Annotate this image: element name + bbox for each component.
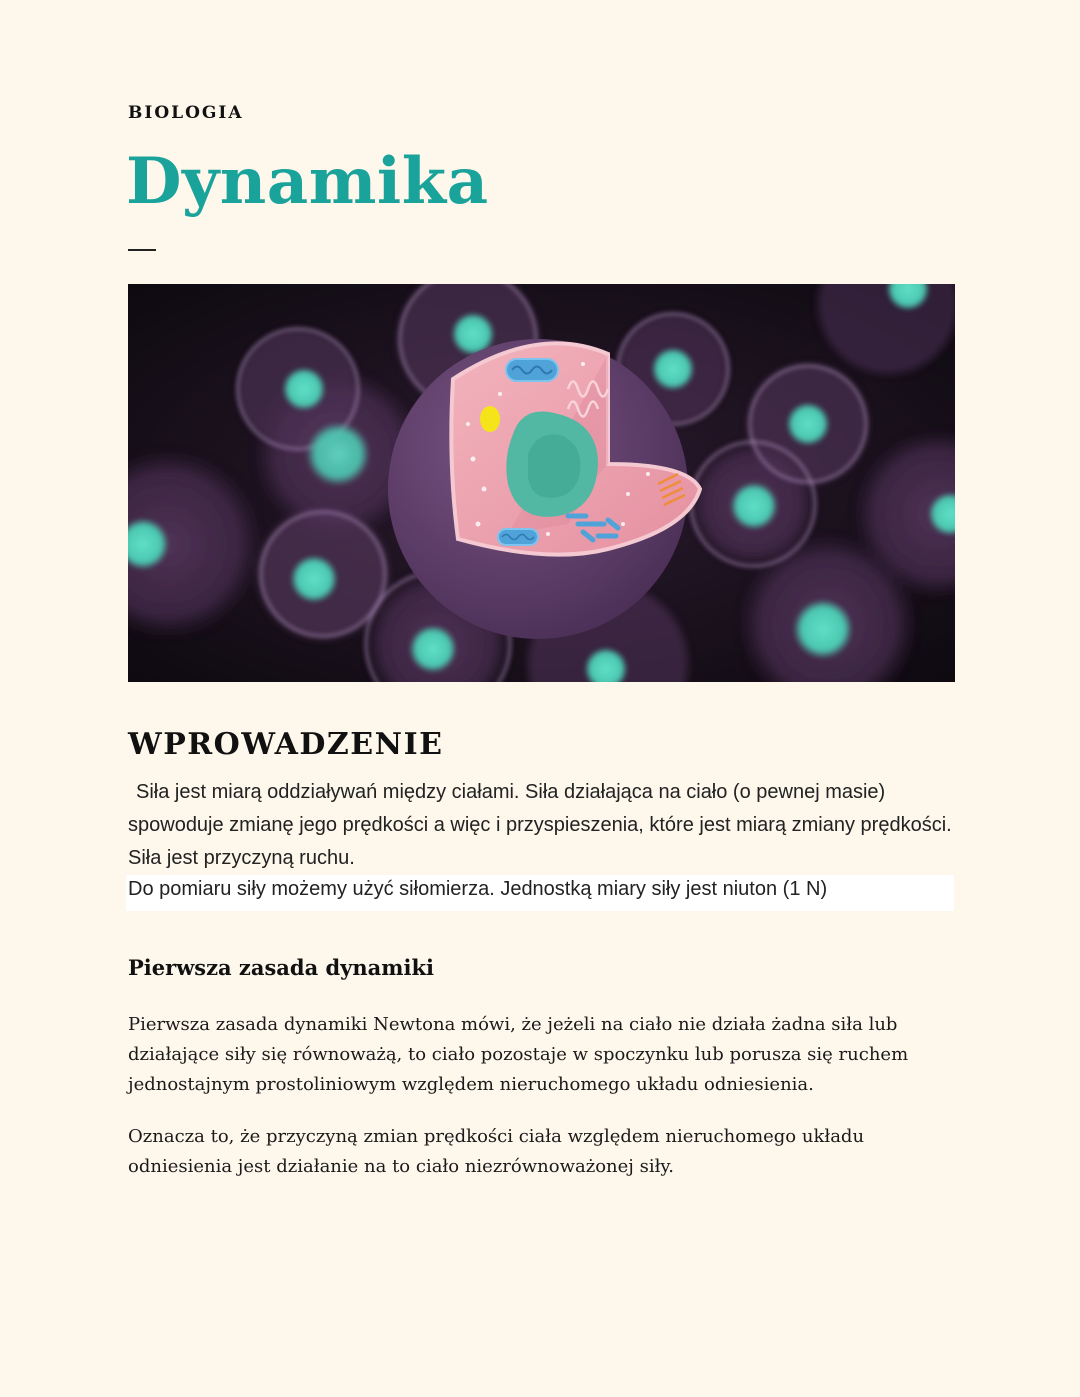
intro-paragraph-highlighted: Do pomiaru siły możemy użyć siłomierza. Jednostką miary siły jest niuton (1 N) <box>126 875 954 911</box>
section-paragraph: Pierwsza zasada dynamiki Newtona mówi, że jeżeli na ciało nie działa żadna siła lub działające siły się równoważą, to ciało pozostaje w spoczynku lub porusza się ruchem jednostajnym prostoliniowym względem nieruchomego układu odniesienia. <box>128 1014 909 1095</box>
page-title: Dynamika <box>126 144 489 219</box>
intro-text <box>126 776 954 911</box>
section-paragraph: Oznacza to, że przyczyną zmian prędkości ciała względem nieruchomego układu odniesienia jest działanie na to ciało niezrównoważonej siły. <box>128 1126 865 1177</box>
intro-heading: WPROWADZENIE <box>128 727 444 762</box>
category-label: BIOLOGIA <box>128 103 244 123</box>
hero-image <box>128 284 955 682</box>
intro-paragraph: Siła jest miarą oddziaływań między ciałami. Siła działająca na ciało (o pewnej masie) spowoduje zmianę jego prędkości a więc i przyspieszenia, które jest miarą zmiany prędkości. Siła jest przyczyną ruchu. <box>128 781 952 869</box>
cell-illustration <box>128 284 955 682</box>
title-divider <box>128 249 156 251</box>
section-heading: Pierwsza zasada dynamiki <box>128 955 434 980</box>
